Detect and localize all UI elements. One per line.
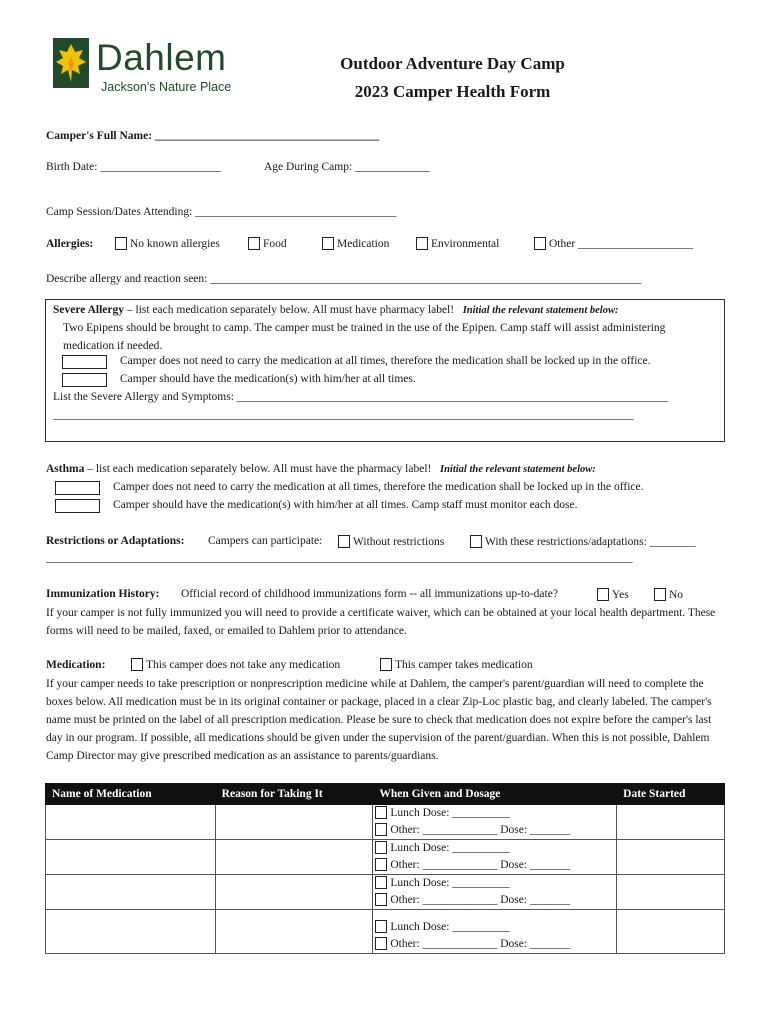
checkbox[interactable] — [338, 535, 350, 548]
header-when-given: When Given and Dosage — [373, 784, 617, 805]
table-row — [46, 910, 725, 954]
asthma-option-locked: Camper does not need to carry the medication at all times, therefore the medication shall be locked up in the office. — [113, 481, 644, 493]
severe-allergy-heading: Severe Allergy – list each medication separately below. All must have pharmacy label! Initial the relevant statement below: — [53, 304, 619, 316]
immunization-note: If your camper is not fully immunized you will need to provide a certificate waiver, which can be obtained at your local health department. These forms will need to be mailed, faxed, or emailed to Dahlem prior to attendance. — [46, 607, 716, 637]
immunization-question: Official record of childhood immunizations form -- all immunizations up-to-date? — [181, 588, 558, 600]
lunch-dose-line[interactable]: Lunch Dose: __________ — [373, 875, 616, 892]
camp-session-field[interactable]: Camp Session/Dates Attending: ___________________________________ — [46, 206, 397, 218]
allergy-option-medication[interactable]: Medication — [322, 237, 389, 250]
reason-cell[interactable] — [215, 805, 373, 840]
checkbox[interactable] — [375, 841, 387, 854]
other-dose-line[interactable]: Other: _____________ Dose: _______ — [373, 857, 616, 874]
age-during-camp-field[interactable]: Age During Camp: _____________ — [264, 161, 430, 173]
other-dose-line[interactable]: Other: _____________ Dose: _______ — [373, 892, 616, 909]
table-row — [46, 805, 725, 840]
medication-name-cell[interactable] — [46, 805, 216, 840]
date-started-cell[interactable] — [617, 875, 725, 910]
severe-allergy-blank-line[interactable]: _____________________________________________________________________________________________________ — [53, 409, 634, 421]
header-name-of-medication: Name of Medication — [46, 784, 216, 805]
form-title-line1: Outdoor Adventure Day Camp — [340, 54, 565, 73]
reason-cell[interactable] — [215, 840, 373, 875]
medication-option-takes[interactable]: This camper takes medication — [380, 658, 533, 671]
dosage-cell — [373, 840, 617, 875]
checkbox[interactable] — [375, 806, 387, 819]
logo-wordmark: Dahlem — [96, 37, 227, 78]
form-title-line2: 2023 Camper Health Form — [354, 82, 551, 101]
dahlem-leaf-logo-icon — [53, 38, 89, 88]
lunch-dose-line[interactable]: Lunch Dose: __________ — [373, 805, 616, 822]
medication-option-none[interactable]: This camper does not take any medication — [131, 658, 340, 671]
checkbox[interactable] — [375, 893, 387, 906]
other-dose-line[interactable]: Other: _____________ Dose: _______ — [373, 936, 616, 953]
allergies-label: Allergies: — [46, 238, 94, 250]
medication-name-cell[interactable] — [46, 910, 216, 954]
dosage-cell — [373, 875, 617, 910]
asthma-option-carry: Camper should have the medication(s) with him/her at all times. Camp staff must monitor each dose. — [113, 499, 578, 511]
medication-name-cell[interactable] — [46, 875, 216, 910]
date-started-cell[interactable] — [617, 805, 725, 840]
allergy-option-other[interactable]: Other ____________________ — [534, 237, 693, 250]
checkbox[interactable] — [597, 588, 609, 601]
birth-date-field[interactable]: Birth Date: _____________________ — [46, 161, 222, 173]
severe-option-carry: Camper should have the medication(s) with him/her at all times. — [120, 373, 416, 385]
checkbox[interactable] — [375, 920, 387, 933]
initial-box-severe-locked[interactable] — [62, 355, 107, 369]
immunization-label: Immunization History: — [46, 588, 160, 600]
lunch-dose-line[interactable]: Lunch Dose: __________ — [373, 840, 616, 857]
medication-label: Medication: — [46, 659, 106, 671]
initial-box-asthma-carry[interactable] — [55, 499, 100, 513]
checkbox[interactable] — [380, 658, 392, 671]
header-date-started: Date Started — [617, 784, 725, 805]
checkbox[interactable] — [375, 876, 387, 889]
severe-allergy-list-field[interactable]: List the Severe Allergy and Symptoms: ___________________________________________________________________________ — [53, 391, 669, 403]
checkbox[interactable] — [322, 237, 334, 250]
dosage-cell — [373, 910, 617, 954]
restrictions-text: Campers can participate: — [208, 535, 323, 547]
initial-box-severe-carry[interactable] — [62, 373, 107, 387]
checkbox[interactable] — [115, 237, 127, 250]
camper-full-name-field[interactable]: Camper's Full Name: _______________________________________ — [46, 130, 380, 142]
restrictions-label: Restrictions or Adaptations: — [46, 535, 185, 547]
lunch-dose-line[interactable]: Lunch Dose: __________ — [373, 919, 616, 936]
immunization-yes[interactable]: Yes — [597, 588, 629, 601]
dosage-cell — [373, 805, 617, 840]
asthma-heading: Asthma – list each medication separately below. All must have the pharmacy label! Initial the relevant statement below: — [46, 463, 596, 475]
restriction-option-with[interactable]: With these restrictions/adaptations: ________ — [470, 535, 696, 548]
checkbox[interactable] — [248, 237, 260, 250]
table-row — [46, 875, 725, 910]
header-reason: Reason for Taking It — [215, 784, 373, 805]
date-started-cell[interactable] — [617, 840, 725, 875]
initial-box-asthma-locked[interactable] — [55, 481, 100, 495]
epipen-statement: Two Epipens should be brought to camp. The camper must be trained in the use of the Epipen. Camp staff will assist administering medication if needed. — [63, 322, 666, 352]
medication-name-cell[interactable] — [46, 840, 216, 875]
checkbox[interactable] — [470, 535, 482, 548]
table-row — [46, 840, 725, 875]
medication-table — [45, 783, 725, 954]
restrictions-blank-line[interactable]: ______________________________________________________________________________________________________ — [46, 552, 633, 564]
checkbox[interactable] — [375, 858, 387, 871]
describe-allergy-field[interactable]: Describe allergy and reaction seen: ___________________________________________________________________________ — [46, 273, 642, 285]
date-started-cell[interactable] — [617, 910, 725, 954]
allergy-option-environmental[interactable]: Environmental — [416, 237, 499, 250]
reason-cell[interactable] — [215, 910, 373, 954]
medication-paragraph: If your camper needs to take prescription or nonprescription medicine while at Dahlem, the camper's parent/guardian will need to complete the boxes below. All medication must be in its original container or package, placed in a clear Zip-Loc plastic bag, and clearly labeled. The camper's name must be printed on the label of all prescription medication. Please be sure to check that medication does not expire before the camper's last day in our program. If possible, all medications should be given under the supervision of the parent/guardian. When this is not possible, Dahlem Camp Director may give prescribed medication as an assistance to parents/guardians. — [46, 678, 712, 762]
checkbox[interactable] — [131, 658, 143, 671]
logo-tagline: Jackson's Nature Place — [101, 80, 232, 94]
medication-table-header — [46, 784, 725, 805]
severe-option-locked: Camper does not need to carry the medication at all times, therefore the medication shall be locked up in the office. — [120, 355, 651, 367]
immunization-no[interactable]: No — [654, 588, 683, 601]
allergy-option-none[interactable]: No known allergies — [115, 237, 220, 250]
checkbox[interactable] — [375, 937, 387, 950]
checkbox[interactable] — [534, 237, 546, 250]
other-dose-line[interactable]: Other: _____________ Dose: _______ — [373, 822, 616, 839]
checkbox[interactable] — [375, 823, 387, 836]
allergy-option-food[interactable]: Food — [248, 237, 287, 250]
restriction-option-none[interactable]: Without restrictions — [338, 535, 444, 548]
checkbox[interactable] — [416, 237, 428, 250]
checkbox[interactable] — [654, 588, 666, 601]
reason-cell[interactable] — [215, 875, 373, 910]
